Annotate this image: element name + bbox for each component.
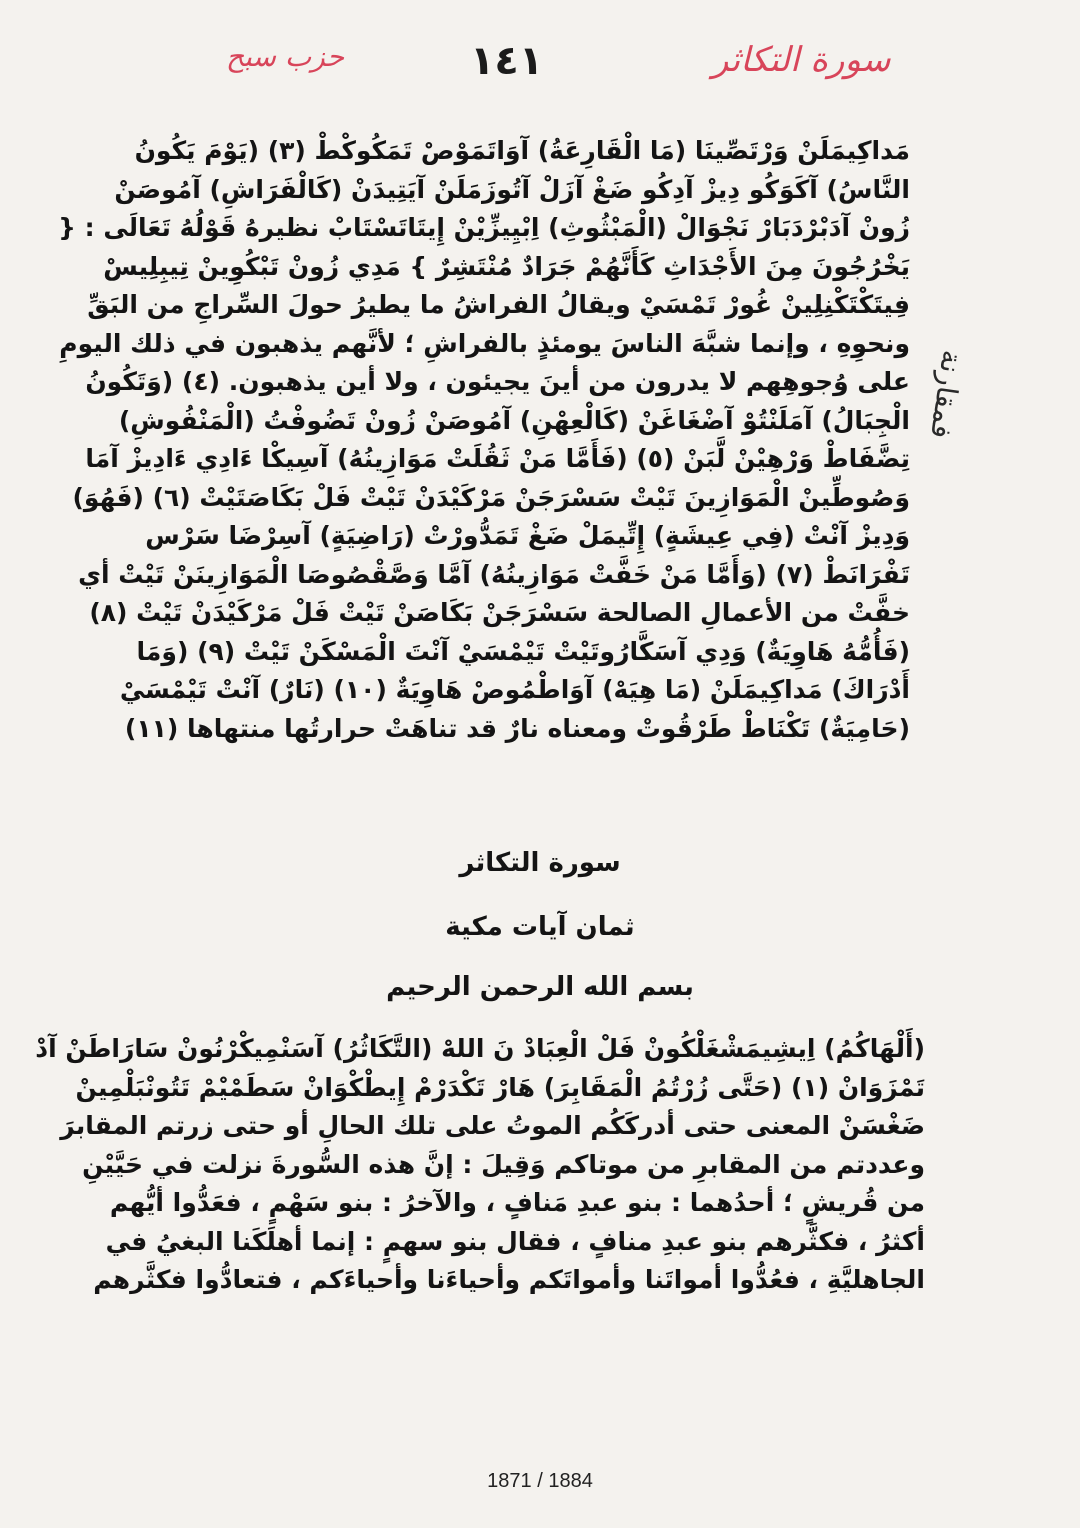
text-line: تِضَّفَاطْ وَرْهِيْنْ لَّبَنْ (٥) (فَأَمَّا مَنْ ثَقُلَتْ مَوَازِينُهُ) آسِيكْا ءَادِي ءَادِيزْ آمَا	[85, 444, 910, 473]
page-number: ١٤١	[470, 38, 544, 84]
basmala: بسم الله الرحمن الرحيم	[386, 972, 694, 1002]
surah-title: سورة التكاثر	[459, 848, 621, 878]
ayah-count: ثمان آيات مكية	[445, 912, 635, 942]
text-line: أَدْرَاكَ) مَداكِيمَلَنْ (مَا هِيَهْ) آوَاطْمُوصْ هَاوِيَةٌ (١٠) (نَارٌ) آنْتْ تَيْمْسَيْ	[119, 675, 910, 704]
handwritten-note-right: سورة التكاثر	[712, 40, 891, 80]
text-line: تَفْرَانَطْ (٧) (وَأَمَّا مَنْ خَفَّتْ مَوَازِينُهُ) آمَّا وَصَّقْصُوصَا الْمَوَازِينَنْ تَيْتْ أي	[78, 559, 910, 589]
text-line: خفَّتْ من الأعمالِ الصالحة سَسْرَجَنْ بَكَاصَنْ تَيْتْ فَلْ مَرْكَيْدَنْ تَيْتْ (٨)	[89, 598, 910, 627]
text-line: الجاهليَّةِ ، فعُدُّوا أمواتَنا وأمواتَكم وأحياءَنا وأحياءَكم ، فتعادُّوا فكثَّرهم	[93, 1265, 925, 1294]
text-line: يَخْرُجُونَ مِنَ الأَجْدَاثِ كَأَنَّهُمْ جَرَادٌ مُنْتَشِرٌ } مَدِي زُونْ تَبْكُوِينْ تِيبِلِيسْ	[103, 251, 910, 281]
text-line: زُونْ آدَبْرْدَبَارْ نَجْوَالْ (الْمَبْثُوثِ) اِبْيِيزِّيْنْ إِيتَاتَسْتَابْ نظيرهُ قَوْلُهُ تَعَالَى : {	[58, 213, 910, 242]
handwritten-note-left: حزب سبح	[226, 40, 345, 73]
page-indicator: 1871 / 1884	[487, 1470, 593, 1492]
text-line: (فَأُمُّهُ هَاوِيَةٌ) وَدِي آسَكَّارُوتَيْتْ تَيْمْسَيْ آنْتَ الْمَسْكَنْ تَيْتْ (٩) (وَمَا	[136, 636, 910, 666]
text-line: ونحوِهِ ، وإنما شبَّهَ الناسَ يومئذٍ بالفراشِ ؛ لأنَّهم يذهبون في ذلك اليومِ	[59, 328, 910, 358]
text-line: ضَغْسَنْ المعنى حتى أدركَكُم الموتُ على تلك الحالِ أو حتى زرتم المقابرَ	[60, 1111, 925, 1140]
text-line: من قُريشٍ ؛ أحدُهما : بنو عبدِ مَنافٍ ، والآخرُ : بنو سَهْمٍ ، فعَدُّوا أيُّهم	[109, 1188, 925, 1217]
commentary-block-alqaria	[58, 132, 910, 748]
commentary-block-altakathur	[35, 1030, 925, 1300]
text-line: أكثرُ ، فكثَّرهم بنو عبدِ منافٍ ، فقال بنو سهمٍ : إنما أهلَكَنا البغيُ في	[105, 1226, 925, 1256]
text-line: الْجِبَالُ) آمَلَنْتُوْ آضْغَاغَنْ (كَالْعِهْنِ) آمُوصَنْ زُونْ تَضُوفْتُ (الْمَنْفُوشِ)	[118, 405, 910, 435]
text-line: تَمْزَوَانْ (١) (حَتَّى زُرْتُمُ الْمَقَابِرَ) هَارْ تَكْدَرْمْ إِيطْكْوَانْ سَطَمْيْمْ تَتُونْبَلْمِينْ	[75, 1072, 925, 1102]
text-line: على وُجوهِهم لا يدرون من أينَ يجيئون ، ولا أين يذهبون. (٤) (وَتَكُونُ	[85, 367, 910, 396]
text-line: وَدِيزْ آنْتْ (فِي عِيشَةٍ) إِتِّيمَلْ ضَغْ تَمَدُّورْتْ (رَاضِيَةٍ) آسِرْضَا سَرْس	[145, 521, 910, 550]
text-line: وَصُوطِّينْ الْمَوَازِينَ تَيْتْ سَسْرَجَنْ مَرْكَيْدَنْ تَيْتْ فَلْ بَكَاصَتَيْتْ (٦) (فَهُوَ)	[72, 482, 910, 512]
text-line: مَداكِيمَلَنْ وَرْتَصِّينَا (مَا الْقَارِعَةُ) آوَاتَمَوْصْ تَمَكُوكْطْ (٣) (يَوْمَ يَكُونُ	[134, 136, 910, 165]
text-line: (أَلْهَاكُمُ) اِيشِيمَشْغَلْكُونْ فَلْ الْعِبَادْ نَ اللهْ (التَّكَاثُرُ) آسَنْمِيكْرْنُونْ سَارَاطَنْ آدْ	[35, 1034, 925, 1063]
margin-handwritten-note: فمقارنة	[923, 348, 970, 441]
text-line: فِيتَكْتَكْنِلِينْ غُورْ تَمْسَيْ ويقالُ الفراشُ ما يطيرُ حولَ السِّراجِ من البَقِّ	[87, 290, 910, 319]
text-line: (حَامِيَةٌ) تَكْنَاطْ طَرْقُوتْ ومعناه نارٌ قد تناهَتْ حرارتُها منتهاها (١١)	[124, 713, 910, 743]
text-line: النَّاسُ) آكَوَكُو دِيزْ آدِكُو ضَغْ آزَلْ آتُوزَمَلَنْ آيَتِيدَنْ (كَالْفَرَاشِ) آمُوصَنْ	[114, 174, 910, 204]
text-line: وعددتم من المقابرِ من موتاكم وَقِيلَ : إنَّ هذه السُّورةَ نزلت في حَيَّيْنِ	[82, 1149, 925, 1179]
